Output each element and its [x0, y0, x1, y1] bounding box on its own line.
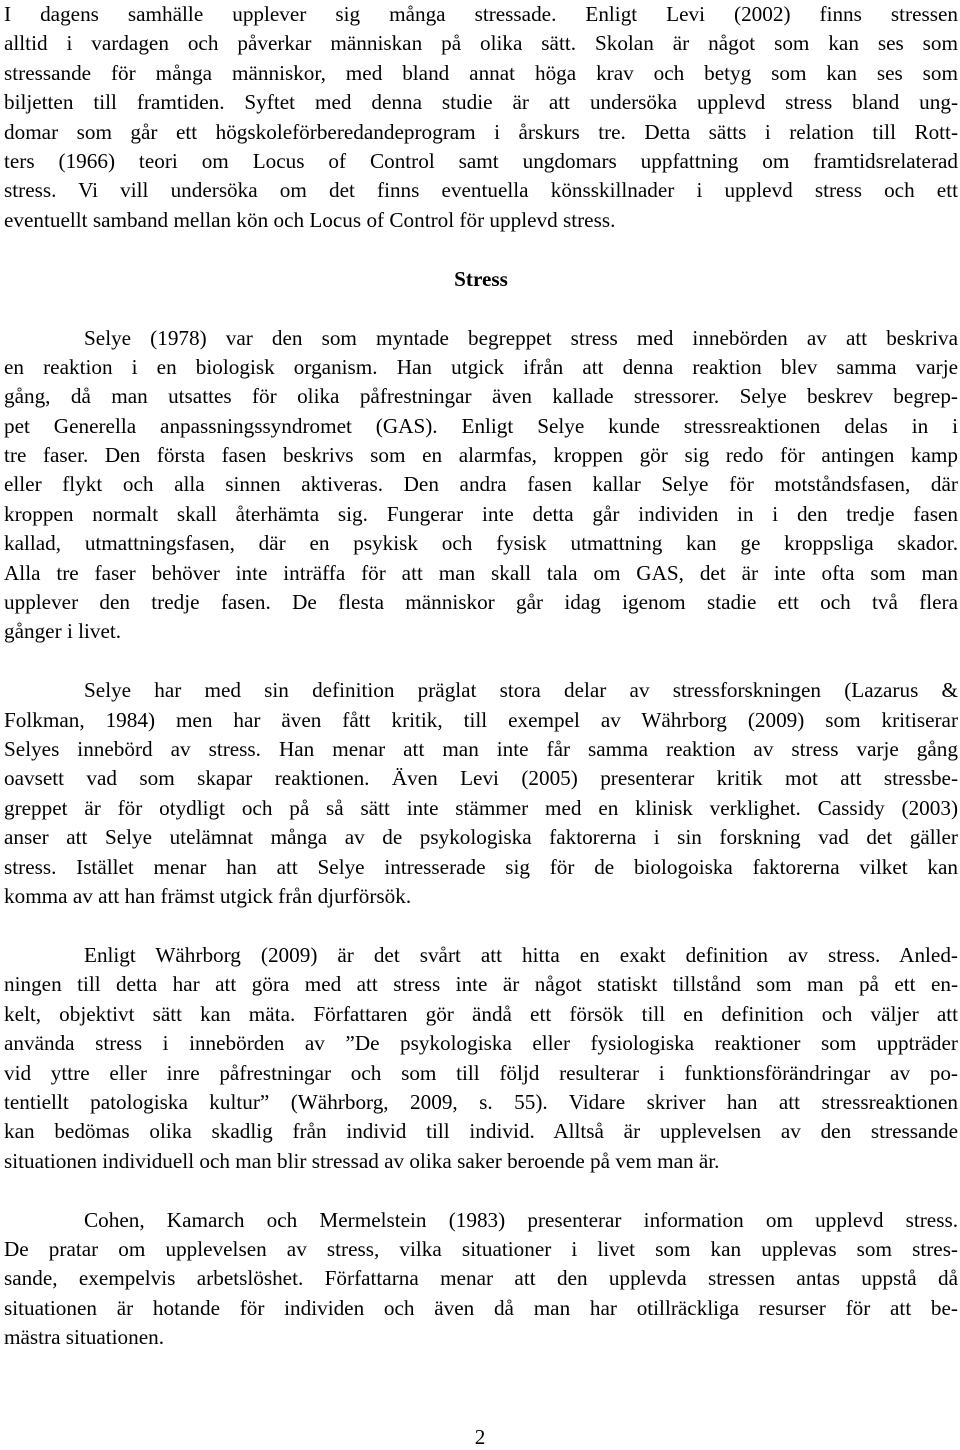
- text-line: använda stress i innebörden av ”De psykologiska eller fysiologiska reaktioner som uppträder: [4, 1031, 958, 1056]
- paragraph-selye: [4, 324, 958, 647]
- intro-paragraph: [4, 0, 958, 235]
- page-number: 2: [474, 1425, 486, 1449]
- paragraph-gap: [4, 294, 958, 324]
- paragraph-gap: [4, 911, 958, 941]
- text-line: gång, då man utsattes för olika påfrestningar även kallade stressorer. Selye beskrev begrep-: [4, 384, 958, 409]
- paragraph-gap: [4, 235, 958, 265]
- paragraph-gap: [4, 647, 958, 677]
- text-line: pet Generella anpassningssyndromet (GAS). Enligt Selye kunde stressreaktionen delas in i: [4, 413, 958, 438]
- text-line: stress. Istället menar han att Selye intresserade sig för de biologoiska faktorerna vilket kan: [4, 854, 958, 879]
- text-line: kan bedömas olika skadlig från individ till individ. Alltså är upplevelsen av den stressande: [4, 1119, 958, 1144]
- text-line: stress. Vi vill undersöka om det finns eventuella könsskillnader i upplevd stress och ett: [4, 178, 958, 203]
- text-line: Selye (1978) var den som myntade begreppet stress med innebörden av att beskriva: [84, 325, 958, 350]
- text-line: greppet är för otydligt och på så sätt inte stämmer med en klinisk verklighet. Cassidy (2003): [4, 795, 958, 820]
- text-line: biljetten till framtiden. Syftet med denna studie är att undersöka upplevd stress bland ung-: [4, 90, 958, 115]
- text-line: mästra situationen.: [4, 1325, 165, 1350]
- paragraph-cohen: [4, 1206, 958, 1353]
- text-line: situationen individuell och man blir stressad av olika saker beroende på vem man är.: [4, 1148, 720, 1173]
- paragraph-wahrborg: [4, 941, 958, 1176]
- text-line: Folkman, 1984) men har även fått kritik, till exempel av Währborg (2009) som kritiserar: [4, 707, 958, 732]
- text-line: ningen till detta har att göra med att stress inte är något statiskt tillstånd som man på ett en-: [4, 972, 958, 997]
- text-line: gånger i livet.: [4, 619, 122, 644]
- text-line: Selye har med sin definition präglat stora delar av stressforskningen (Lazarus &: [84, 678, 958, 703]
- text-line: tre faser. Den första fasen beskrivs som en alarmfas, kroppen gör sig redo för antingen kamp: [4, 443, 958, 468]
- text-line: eller flykt och alla sinnen aktiveras. Den andra fasen kallar Selye för motståndsfasen, där: [4, 472, 958, 497]
- text-line: domar som går ett högskoleförberedandeprogram i årskurs tre. Detta sätts i relation till Rott-: [4, 119, 958, 144]
- text-line: Alla tre faser behöver inte inträffa för att man skall tala om GAS, det är inte ofta som man: [4, 560, 958, 585]
- text-line: ters (1966) teori om Locus of Control samt ungdomars uppfattning om framtidsrelaterad: [4, 148, 958, 173]
- text-line: Cohen, Kamarch och Mermelstein (1983) presenterar information om upplevd stress.: [84, 1207, 958, 1232]
- text-line: sande, exempelvis arbetslöshet. Författarna menar att den upplevda stressen antas uppstå då: [4, 1266, 958, 1291]
- text-line: komma av att han främst utgick från djurförsök.: [4, 884, 412, 909]
- text-line: stressande för många människor, med bland annat höga krav och betyg som kan ses som: [4, 60, 958, 85]
- text-line: De pratar om upplevelsen av stress, vilka situationer i livet som kan upplevas som stres-: [4, 1236, 958, 1261]
- text-line: Enligt Währborg (2009) är det svårt att hitta en exakt definition av stress. Anled-: [84, 942, 958, 967]
- paragraph-critique: [4, 676, 958, 911]
- text-line: tentiellt patologiska kultur” (Währborg, 2009, s. 55). Vidare skriver han att stressreaktionen: [4, 1089, 958, 1114]
- text-line: upplever den tredje fasen. De flesta människor går idag igenom stadie ett och två flera: [4, 590, 958, 615]
- text-line: kelt, objektivt sätt kan mäta. Författaren gör ändå ett försök till en definition och väljer att: [4, 1001, 958, 1026]
- text-line: eventuellt samband mellan kön och Locus of Control för upplevd stress.: [4, 207, 616, 232]
- text-line: situationen är hotande för individen och även då man har otillräckliga resurser för att be-: [4, 1295, 958, 1320]
- text-line: Selyes innebörd av stress. Han menar att man inte får samma reaktion av stress varje gång: [4, 737, 958, 762]
- text-line: oavsett vad som skapar reaktionen. Även Levi (2005) presenterar kritik mot att stressbe-: [4, 766, 958, 791]
- text-line: en reaktion i en biologisk organism. Han utgick ifrån att denna reaktion blev samma varje: [4, 354, 958, 379]
- text-line: kallad, utmattningsfasen, där en psykisk och fysisk utmattning kan ge kroppsliga skador.: [4, 531, 958, 556]
- text-line: kroppen normalt skall återhämta sig. Fungerar inte detta går individen in i den tredje fasen: [4, 501, 958, 526]
- text-line: I dagens samhälle upplever sig många stressade. Enligt Levi (2002) finns stressen: [4, 2, 958, 26]
- text-line: anser att Selye utelämnat många av de psykologiska faktorerna i sin forskning vad det gäller: [4, 825, 958, 850]
- text-line: vid yttre eller inre påfrestningar och som till följd resulterar i funktionsförändringar av po-: [4, 1060, 958, 1085]
- text-line: alltid i vardagen och påverkar människan på olika sätt. Skolan är något som kan ses som: [4, 31, 958, 56]
- section-heading: Stress: [454, 266, 508, 291]
- document-page: [4, 0, 958, 1353]
- paragraph-gap: [4, 1176, 958, 1206]
